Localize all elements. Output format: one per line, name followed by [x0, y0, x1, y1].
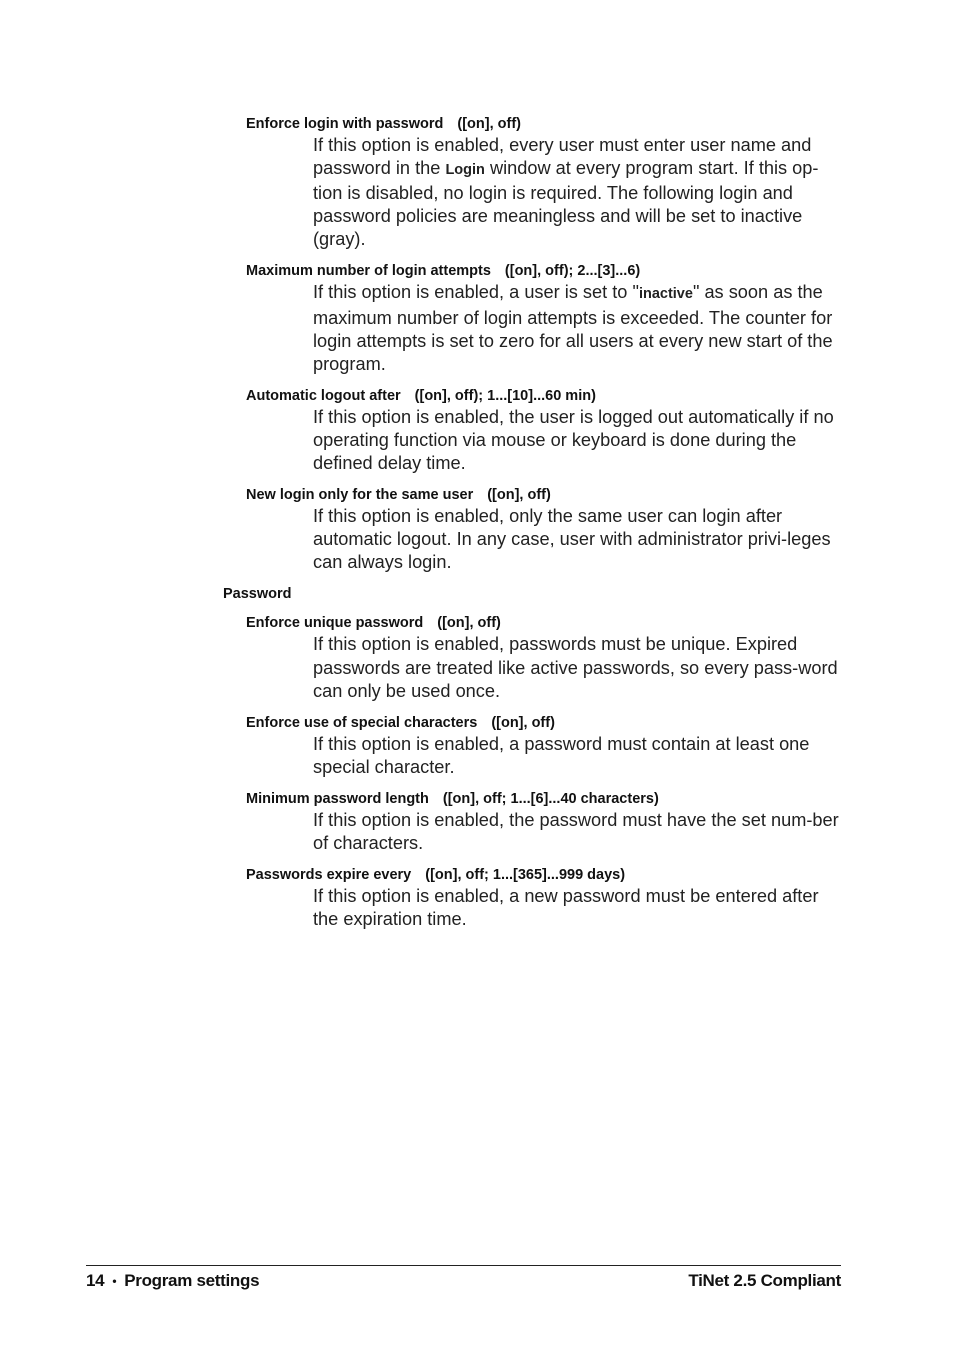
option-title: Passwords expire every [246, 867, 412, 884]
option-title: New login only for the same user [246, 487, 474, 504]
option-heading [246, 613, 846, 633]
option-heading [246, 789, 846, 809]
option-values: ([on], off); 2...[3]...6) [504, 263, 641, 280]
option-heading [246, 114, 846, 134]
option-title: Enforce login with password [246, 116, 444, 132]
description-text: If this option is enabled, a user is set to " [313, 282, 639, 303]
footer-section-name: Program settings [124, 1271, 260, 1290]
option-heading [246, 485, 846, 505]
page-footer [86, 1265, 841, 1296]
option-title: Automatic logout after [246, 387, 401, 404]
page-number: 14 [86, 1271, 105, 1290]
option-values: ([on], off; 1...[365]...999 days) [425, 867, 626, 884]
option-title: Maximum number of login attempts [246, 263, 491, 280]
section-title-password: Password [223, 586, 292, 603]
option-description [313, 505, 841, 574]
footer-left [86, 1271, 259, 1291]
option-special-characters [246, 713, 846, 779]
inline-term: Login [445, 162, 485, 179]
option-min-password-length [246, 789, 846, 855]
option-enforce-unique-password [246, 613, 846, 702]
option-description: If this option is enabled, a new password must be entered after the expiration time. [313, 886, 819, 930]
description-text: " as soon as the maximum number of login attempts is exceeded. The counter for login attempts is set to zero for all users at every new start of the program. [313, 282, 833, 374]
option-description: If this option is enabled, the password must have the set num-ber of characters. [313, 809, 839, 853]
option-heading [246, 865, 846, 885]
option-values: ([on], off); 1...[10]...60 min) [414, 387, 596, 404]
option-enforce-login [246, 114, 846, 251]
description-text: If this option is enabled, the user is logged out automatically if no operating function via mouse or keyboard is done during the defined delay time. [313, 406, 834, 474]
option-values: ([on], off) [487, 487, 551, 504]
option-title: Minimum password length [246, 790, 429, 807]
option-max-login-attempts [246, 261, 846, 375]
inline-term: inactive [638, 286, 693, 303]
option-title: Enforce use of special characters [246, 714, 478, 731]
option-new-login-same-user [246, 485, 846, 574]
option-description [313, 281, 841, 375]
option-description [313, 134, 841, 251]
option-values: ([on], off) [457, 116, 521, 132]
footer-product-name: TiNet 2.5 Compliant [688, 1271, 841, 1290]
option-heading [246, 713, 846, 733]
option-title: Enforce unique password [246, 615, 424, 632]
description-text: If this option is enabled, every user must enter user name and password in the [313, 135, 812, 179]
option-description [313, 406, 841, 475]
option-values: ([on], off) [491, 714, 555, 731]
option-description: If this option is enabled, a password must contain at least one special character. [313, 733, 810, 777]
description-text: window at every program start. If this op-tion is disabled, no login is required. The following login and password policies are meaningless and will be set to inactive (gray). [313, 158, 819, 250]
description-text: If this option is enabled, only the same user can login after automatic logout. In any case, user with administrator privi-leges can always login. [313, 506, 831, 573]
page-content [223, 114, 846, 941]
option-passwords-expire [246, 865, 846, 931]
option-values: ([on], off; 1...[6]...40 characters) [442, 790, 659, 807]
option-values: ([on], off) [437, 615, 501, 632]
bullet-icon: • [112, 1274, 117, 1288]
option-description: If this option is enabled, passwords must be unique. Expired passwords are treated like active passwords, so every pass-word can only be used once. [313, 634, 838, 701]
option-heading [246, 386, 846, 406]
option-heading [246, 261, 846, 281]
option-automatic-logout [246, 386, 846, 475]
